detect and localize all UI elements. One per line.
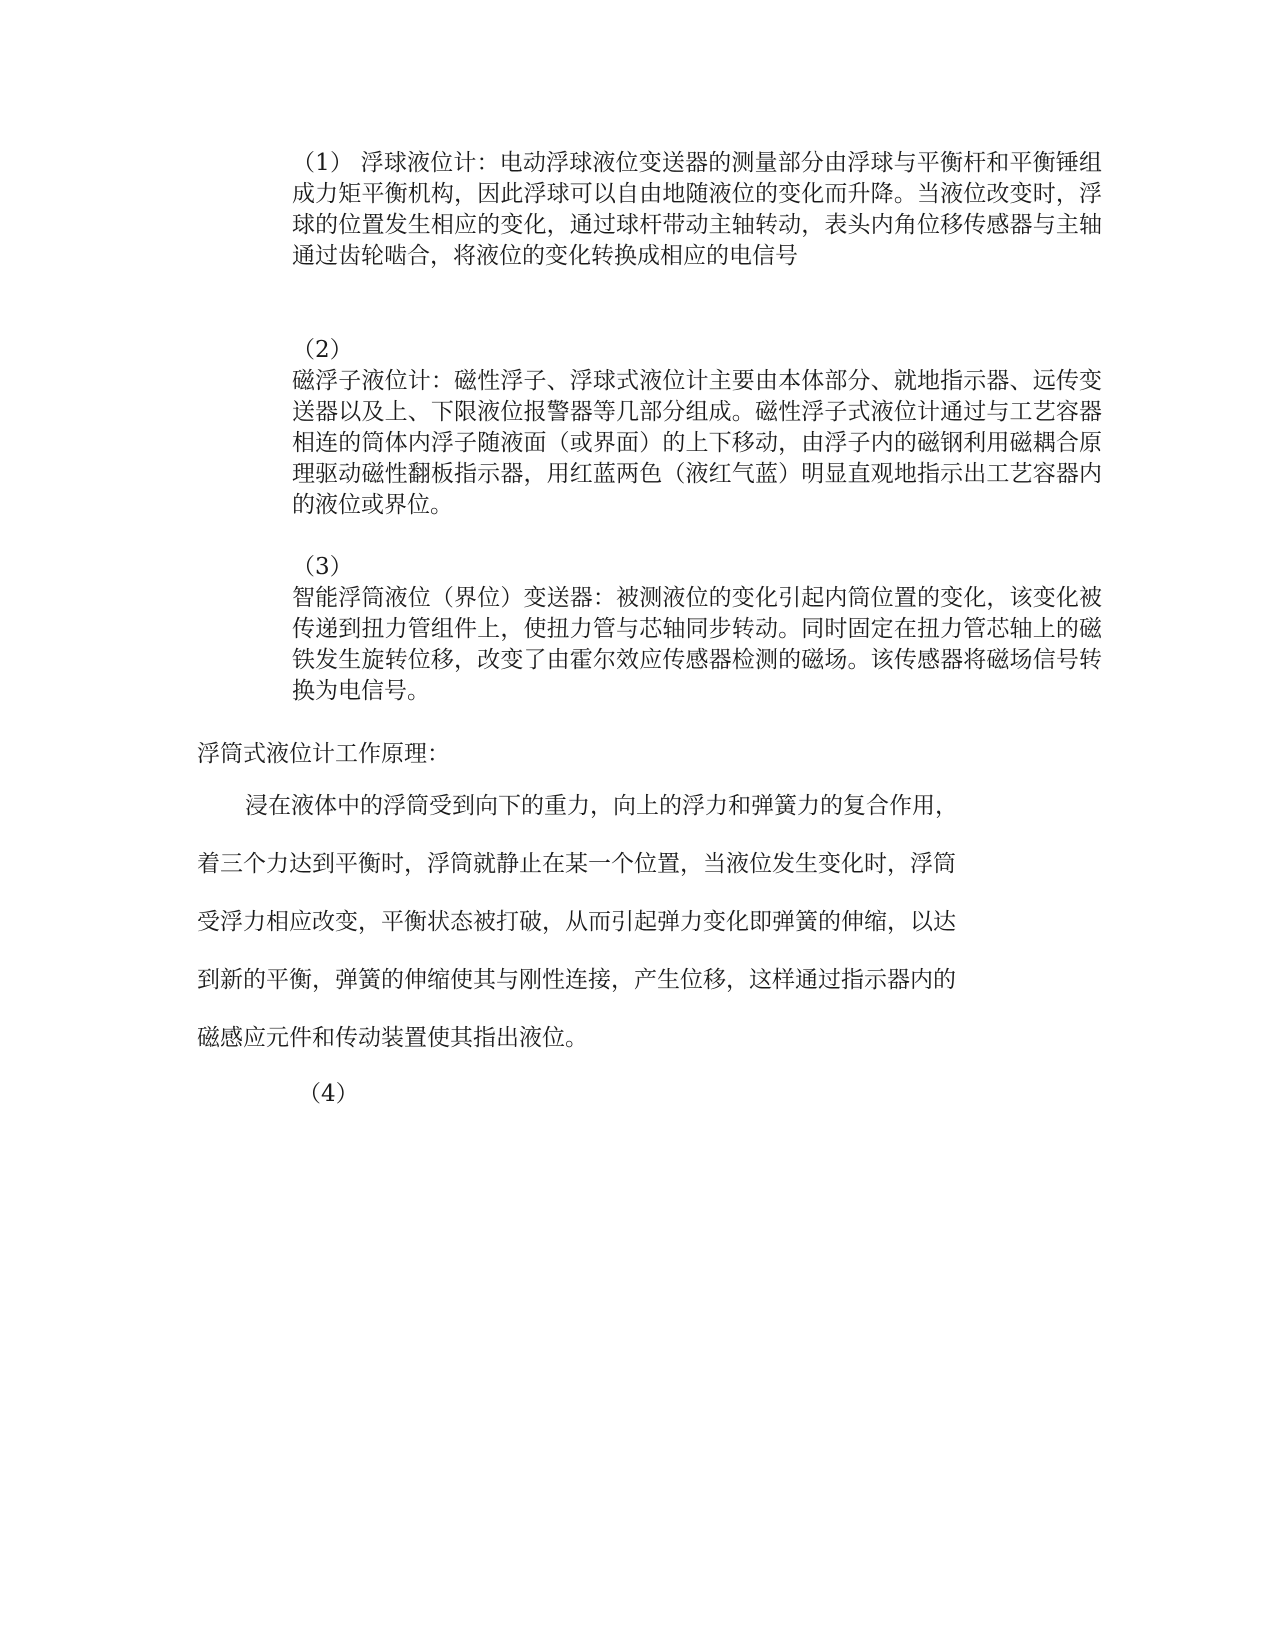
paragraph-line: 浸在液体中的浮筒受到向下的重力，向上的浮力和弹簧力的复合作用，	[245, 793, 958, 819]
item-number: （2）	[292, 337, 353, 363]
list-item-3	[292, 552, 1102, 707]
item-text: 智能浮筒液位（界位）变送器：被测液位的变化引起内筒位置的变化，该变化被传递到扭力管组件上，使扭力管与芯轴同步转动。同时固定在扭力管芯轴上的磁铁发生旋转位移，改变了由霍尔效应传感器检测的磁场。该传感器将磁场信号转换为电信号。	[292, 585, 1102, 704]
paragraph-line: 到新的平衡，弹簧的伸缩使其与刚性连接，产生位移，这样通过指示器内的	[197, 967, 956, 993]
list-item-2	[292, 335, 1102, 521]
paragraph-line: 着三个力达到平衡时，浮筒就静止在某一个位置，当液位发生变化时，浮筒	[197, 851, 956, 877]
item-number: （1）	[292, 150, 354, 176]
paragraph-line: 磁感应元件和传动装置使其指出液位。	[197, 1025, 588, 1051]
section-paragraph	[197, 791, 1017, 1081]
item-text: 浮球液位计：电动浮球液位变送器的测量部分由浮球与平衡杆和平衡锤组成力矩平衡机构，因此浮球可以自由地随液位的变化而升降。当液位改变时，浮球的位置发生相应的变化，通过球杆带动主轴转动，表头内角位移传感器与主轴通过齿轮啮合，将液位的变化转换成相应的电信号	[292, 150, 1102, 269]
list-item-1	[292, 148, 1102, 272]
list-item-4-number: （4）	[298, 1081, 359, 1107]
item-number: （3）	[292, 554, 353, 580]
paragraph-line: 受浮力相应改变，平衡状态被打破，从而引起弹力变化即弹簧的伸缩，以达	[197, 909, 956, 935]
section-heading: 浮筒式液位计工作原理：	[197, 741, 450, 767]
item-text: 磁浮子液位计：磁性浮子、浮球式液位计主要由本体部分、就地指示器、远传变送器以及上、下限液位报警器等几部分组成。磁性浮子式液位计通过与工艺容器相连的筒体内浮子随液面（或界面）的上下移动，由浮子内的磁钢利用磁耦合原理驱动磁性翻板指示器，用红蓝两色（液红气蓝）明显直观地指示出工艺容器内的液位或界位。	[292, 368, 1102, 518]
